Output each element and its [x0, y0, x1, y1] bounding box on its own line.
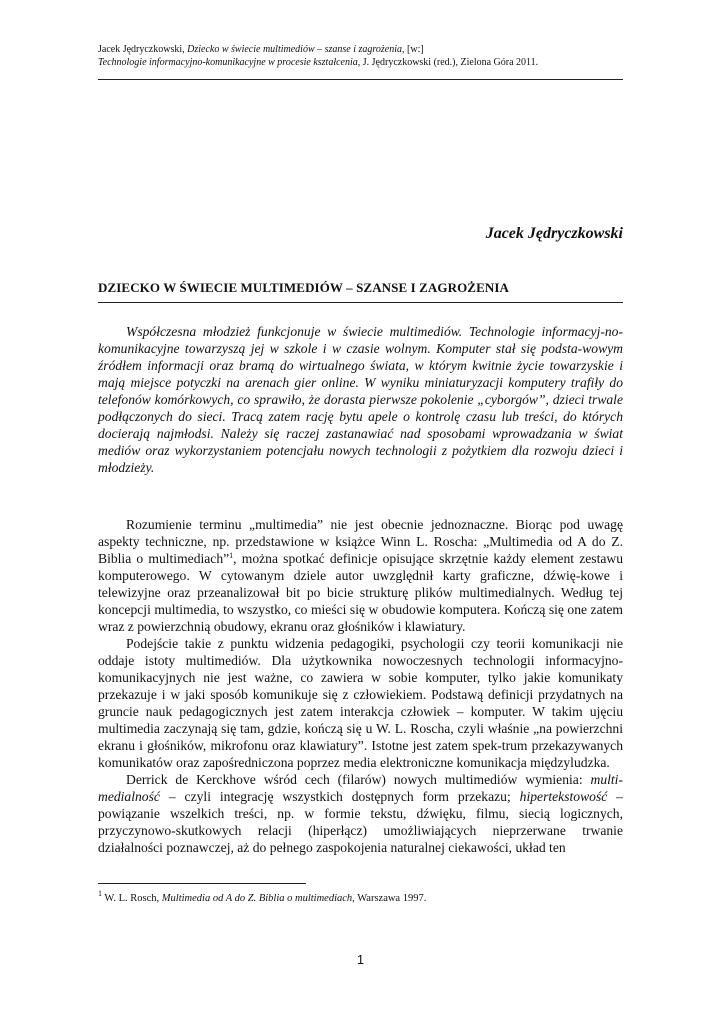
header-divider — [98, 79, 623, 80]
page-number: 1 — [356, 952, 365, 967]
body-text — [98, 516, 623, 856]
footnote-number: 1 — [98, 889, 102, 898]
article-title: DZIECKO W ŚWIECIE MULTIMEDIÓW – SZANSE I ZAGROŻENIA — [98, 280, 509, 295]
citation-line-2: Technologie informacyjno-komunikacyjne w procesie kształcenia, J. Jędryczkowski (red.), Zielona Góra 2011. — [98, 57, 539, 68]
abstract: Współczesna młodzież funkcjonuje w świecie multimediów. Technologie informacyj-no-komunikacyjne towarzyszą jej w szkole i w czasie wolnym. Komputer stał się podsta-wowym źródłem informacji oraz bramą do wirtualnego świata, w którym kwitnie życie towarzyskie i mają miejsce potyczki na arenach gier online. W wyniku miniaturyzacji komputery trafiły do telefonów komórkowych, co sprawiło, że dorasta pierwsze pokolenie „cyborgów”, dzieci trwale podłączonych do sieci. Tracą zatem rację bytu apele o kontrolę czasu lub treści, do których docierają najmłodsi. Należy się raczej zastanawiać nad sposobami wprowadzania w świat mediów oraz wykorzystaniem potencjału nowych technologii z pożytkiem dla rozwoju dzieci i młodzieży. — [98, 324, 623, 475]
paragraph-2: Podejście takie z punktu widzenia pedagogiki, psychologii czy teorii komunikacji nie oddaje istoty multimediów. Dla użytkownika nowoczesnych technologii informacyjno-komunikacyjnych nie jest ważne, co zawiera w sobie komputer, tylko jakie komunikaty przekazuje i w jaki sposób komunikuje się z człowiekiem. Podstawą definicji przydatnych na gruncie nauk pedagogicznych jest zatem interakcja człowiek – komputer. W takim ujęciu multimedia zaczynają się tam, gdzie, kończą się u W. L. Roscha, czyli właśnie „na powierzchni ekranu i głośników, mikrofonu oraz klawiatury”. Istotne jest zatem spek-trum przekazywanych komunikatów oraz zapośredniczona poprzez media elektroniczne komunikacja międzyludzka. — [98, 636, 623, 770]
title-divider — [98, 302, 623, 303]
footnote: $^1$ W. L. Rosch, Multimedia od A do Z. Biblia o multimediach, Warszawa 1997. — [98, 889, 427, 904]
author-name: Jacek Jędryczkowski — [485, 225, 623, 242]
citation-line-1: Jacek Jędryczkowski, Dziecko w świecie multimediów – szanse i zagrożenia, [w:] — [98, 44, 424, 55]
footnote-ref: 1 — [229, 551, 234, 560]
paragraph-3: Derrick de Kerckhove wśród cech (filarów) nowych multimediów wymienia: multi-medialność – czyli integrację wszystkich dostępnych form przekazu; hipertekstowość – powiązanie wszelkich treści, np. w formie tekstu, dźwięku, filmu, siecią logicznych, przyczynowo-skutkowych relacji (hiperłącz) umożliwiających nieprzerwane trwanie działalności poznawczej, aż do pełnego zaspokojenia naturalnej ciekawości, układ ten — [98, 772, 623, 855]
citation-header — [98, 43, 623, 69]
footnote-divider — [98, 883, 306, 884]
paragraph-1: Rozumienie terminu „multimedia” nie jest obecnie jednoznaczne. Biorąc pod uwagę aspekty techniczne, np. przedstawione w książce Winn L. Roscha: „Multimedia od A do Z. Biblia o multimediach”$^1$, można spotkać definicje opisujące skrzętnie każdy element zestawu komputerowego. W cytowanym dziele autor uwzględnił karty graficzne, dźwię-kowe i telewizyjne oraz przeanalizował bit po bicie strukturę plików multimedialnych. Według tej koncepcji multimedia, to wszystko, co mieści się w obudowie komputera. Kończą się one zatem wraz z powierzchnią obudowy, ekranu oraz głośników i klawiatury. — [98, 517, 623, 634]
